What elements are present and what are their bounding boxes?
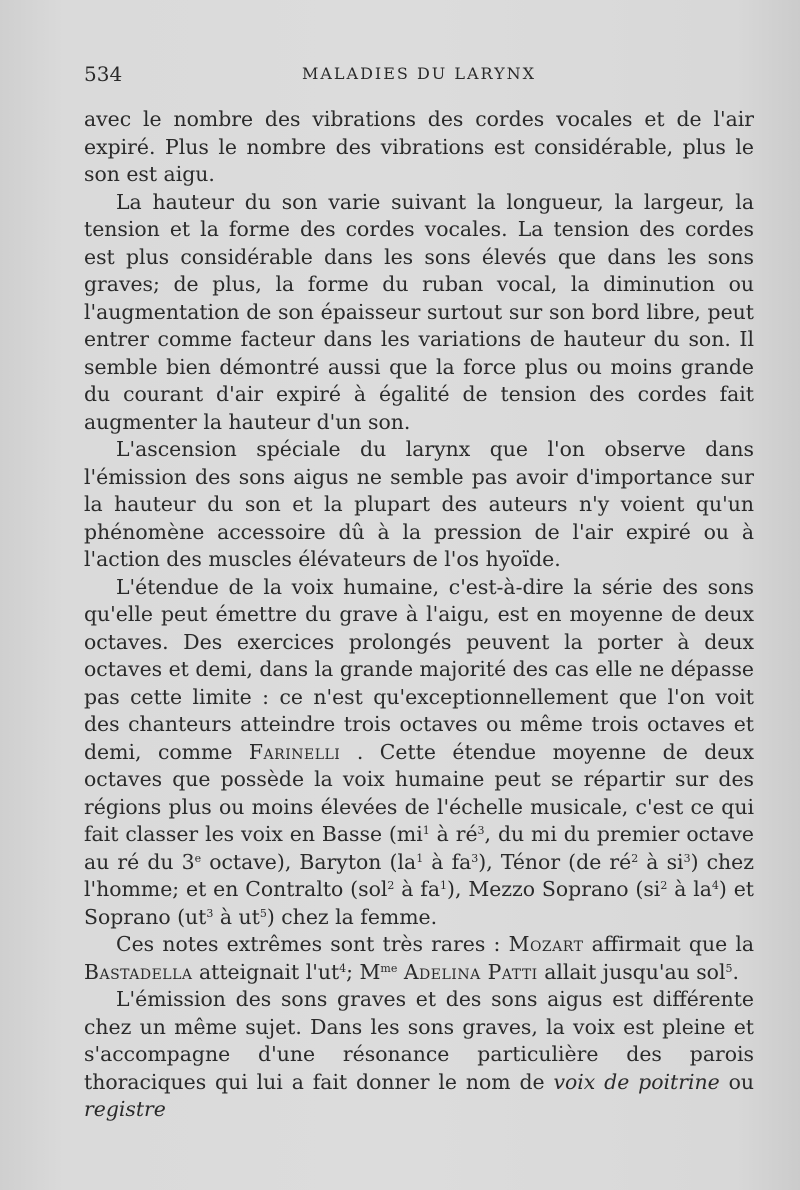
superscript: 2	[631, 851, 639, 865]
p4-text-j: à fa	[394, 877, 441, 901]
p4-text-g: ), Ténor (de ré	[478, 849, 632, 874]
p5-text-c: atteignait l'ut	[199, 959, 340, 984]
p4-text-k: ), Mezzo Soprano (si	[447, 877, 661, 901]
p4-text-e: octave), Baryton (la	[201, 849, 417, 874]
p4-text-c: à ré	[429, 822, 478, 846]
superscript: 1	[416, 851, 424, 865]
p6-text-a: L'émission des sons graves et des sons aigus est différente chez un même sujet. Dans les sons graves, la voix est pleine et s'accompagne d'une résonance particulière des parois thoraciques qui lui a fait donner le nom de	[84, 987, 754, 1094]
name-farinelli: Farinelli	[248, 739, 341, 764]
superscript: 4	[339, 961, 347, 975]
superscript: 3	[471, 851, 479, 865]
paragraph-1: avec le nombre des vibrations des cordes vocales et de l'air expiré. Plus le nombre des vibrations est considérable, plus le son est aigu.	[84, 107, 754, 186]
paragraph-4	[84, 574, 754, 932]
superscript: 4	[711, 879, 719, 892]
paragraph-2: La hauteur du son varie suivant la longueur, la largeur, la tension et la forme des cordes vocales. La tension des cordes est plus considérable dans les sons élevés que dans les sons graves; de plus, la forme du ruban vocal, la diminution ou l'augmentation de son épaisseur surtout sur son bord libre, peut entrer comme facteur dans les variations de hauteur du son. Il semble bien démontré aussi que la force plus ou moins grande du courant d'air expiré à égalité de tension des cordes fait augmenter la hauteur d'un son.	[84, 189, 754, 434]
superscript: 3	[206, 906, 214, 920]
p5-text-e: allait jusqu'au sol	[544, 959, 726, 984]
page-header	[84, 62, 754, 90]
p4-text-m: ) et Soprano (ut	[84, 877, 754, 929]
body-text	[84, 106, 754, 1124]
name-bastadella: Bastadella	[84, 959, 193, 984]
paragraph-5	[84, 931, 754, 986]
term-voix-de-poitrine: voix de poitrine	[553, 1069, 720, 1094]
p4-text-a: L'étendue de la voix humaine, c'est-à-dire la série des sons qu'elle peut émettre du grave à l'aigu, est en moyenne de deux octaves. Des exercices prolongés peuvent la porter à deux octaves et demi, dans la grande majorité des cas elle ne dépasse pas cette limite : ce n'est qu'exceptionnellement que l'on voit des chanteurs atteindre trois octaves ou même trois octaves et demi, comme	[84, 574, 754, 764]
p4-text-o: ) chez la femme.	[266, 904, 438, 929]
term-registre: registre	[84, 1097, 166, 1121]
name-adelina-patti: Adelina Patti	[403, 959, 538, 984]
superscript: 2	[660, 879, 668, 892]
p4-text-d: , du mi du premier octave au ré du 3	[84, 822, 754, 874]
name-mozart: Mozart	[508, 932, 584, 956]
running-title: MALADIES DU LARYNX	[301, 64, 537, 83]
p4-text-h: à si	[638, 849, 684, 874]
paragraph-3: L'ascension spéciale du larynx que l'on observe dans l'émission des sons aigus ne semble pas avoir d'importance sur la hauteur du son et la plupart des auteurs n'y voient qu'un phénomène accessoire dû à la pression de l'air expiré ou à l'action des muscles élévateurs de l'os hyoïde.	[84, 437, 754, 571]
p4-text-n: à ut	[213, 904, 260, 929]
page-number: 534	[84, 62, 123, 86]
paragraph-6	[84, 986, 754, 1124]
p6-text-b: ou	[728, 1069, 755, 1094]
p4-text-f: à fa	[423, 849, 472, 874]
superscript: 3	[477, 824, 485, 837]
p5-text-b: affirmait que la	[591, 932, 755, 956]
p5-text-d: ; M	[346, 959, 381, 984]
p4-text-b: . Cette étendue moyenne de deux octaves que possède la voix humaine peut se répartir sur des régions plus ou moins élevées de l'échelle musicale, c'est ce qui fait classer les voix en Basse (mi	[84, 739, 755, 846]
p4-text-i: ) chez l'homme; et en Contralto (sol	[84, 849, 754, 901]
superscript: 3	[683, 851, 691, 865]
p5-text-f: .	[732, 959, 739, 984]
superscript: e	[194, 851, 202, 865]
superscript: 2	[387, 879, 395, 892]
superscript: 5	[725, 961, 733, 975]
superscript: me	[380, 961, 398, 975]
p4-text-l: à la	[667, 877, 712, 901]
superscript: 5	[259, 906, 267, 920]
superscript: 1	[422, 824, 430, 837]
p5-text-a: Ces notes extrêmes sont très rares :	[116, 932, 501, 956]
superscript: 1	[440, 879, 448, 892]
